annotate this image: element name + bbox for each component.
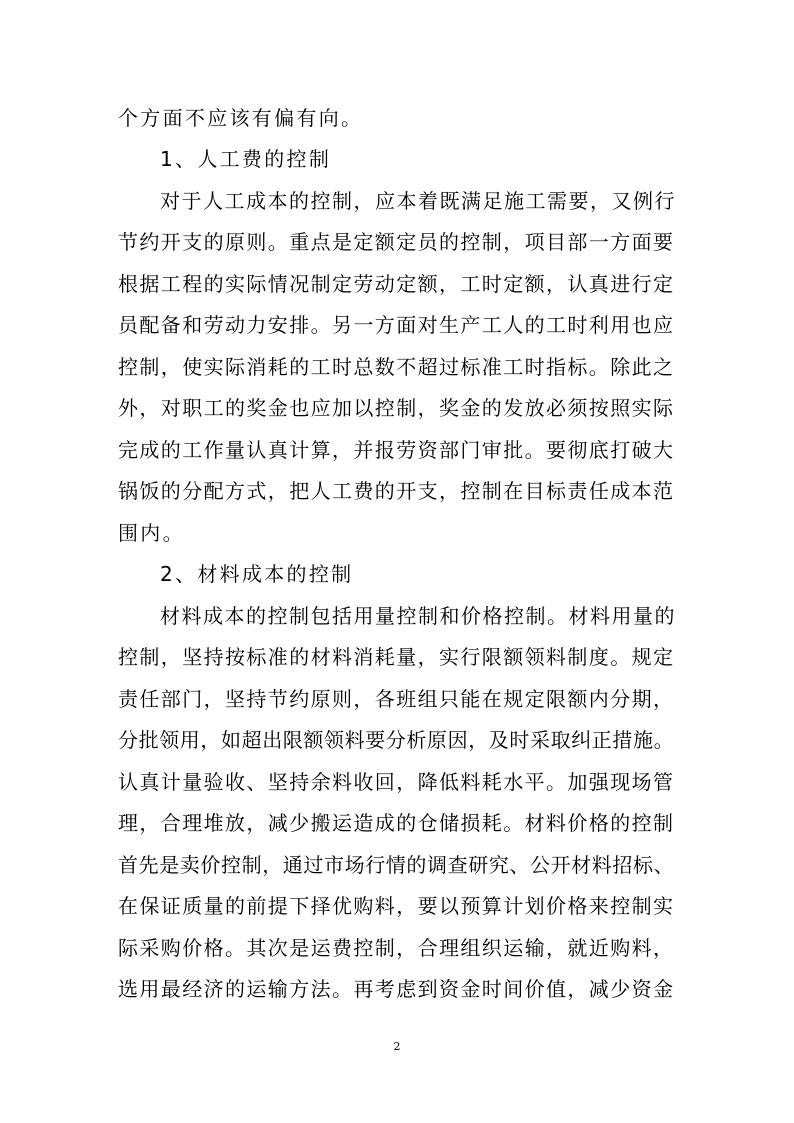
text-line: 际采购价格。其次是运费控制，合理组织运输，就近购料， — [118, 936, 675, 960]
text-line: 控制，坚持按标准的材料消耗量，实行限额领料制度。规定 — [118, 645, 675, 669]
text-line: 认真计量验收、坚持余料收回，降低料耗水平。加强现场管 — [118, 770, 675, 794]
text-line: 根据工程的实际情况制定劳动定额，工时定额，认真进行定 — [118, 272, 675, 296]
text-line: 选用最经济的运输方法。再考虑到资金时间价值，减少资金 — [118, 977, 675, 1001]
text-line: 完成的工作量认真计算，并报劳资部门审批。要彻底打破大 — [118, 438, 675, 462]
text-line: 个方面不应该有偏有向。 — [118, 106, 364, 130]
text-line: 锅饭的分配方式，把人工费的开支，控制在目标责任成本范 — [118, 479, 675, 503]
section-heading: 1、人工费的控制 — [160, 147, 332, 171]
text-line: 外，对职工的奖金也应加以控制，奖金的发放必须按照实际 — [118, 396, 675, 420]
section-heading: 2、材料成本的控制 — [160, 562, 354, 586]
page-number: 2 — [393, 1040, 401, 1053]
text-line: 材料成本的控制包括用量控制和价格控制。材料用量的 — [160, 604, 676, 628]
text-line: 员配备和劳动力安排。另一方面对生产工人的工时利用也应 — [118, 313, 675, 337]
text-line: 在保证质量的前提下择优购料，要以预算计划价格来控制实 — [118, 894, 675, 918]
text-line: 对于人工成本的控制，应本着既满足施工需要，又例行 — [160, 189, 676, 213]
text-line: 责任部门，坚持节约原则，各班组只能在规定限额内分期， — [118, 687, 675, 711]
text-line: 理，合理堆放，减少搬运造成的仓储损耗。材料价格的控制 — [118, 811, 675, 835]
text-line: 围内。 — [118, 521, 185, 545]
text-line: 节约开支的原则。重点是定额定员的控制，项目部一方面要 — [118, 230, 675, 254]
text-line: 首先是卖价控制，通过市场行情的调查研究、公开材料招标、 — [118, 853, 675, 877]
text-line: 控制，使实际消耗的工时总数不超过标准工时指标。除此之 — [118, 355, 675, 379]
text-line: 分批领用，如超出限额领料要分析原因，及时采取纠正措施。 — [118, 728, 675, 752]
